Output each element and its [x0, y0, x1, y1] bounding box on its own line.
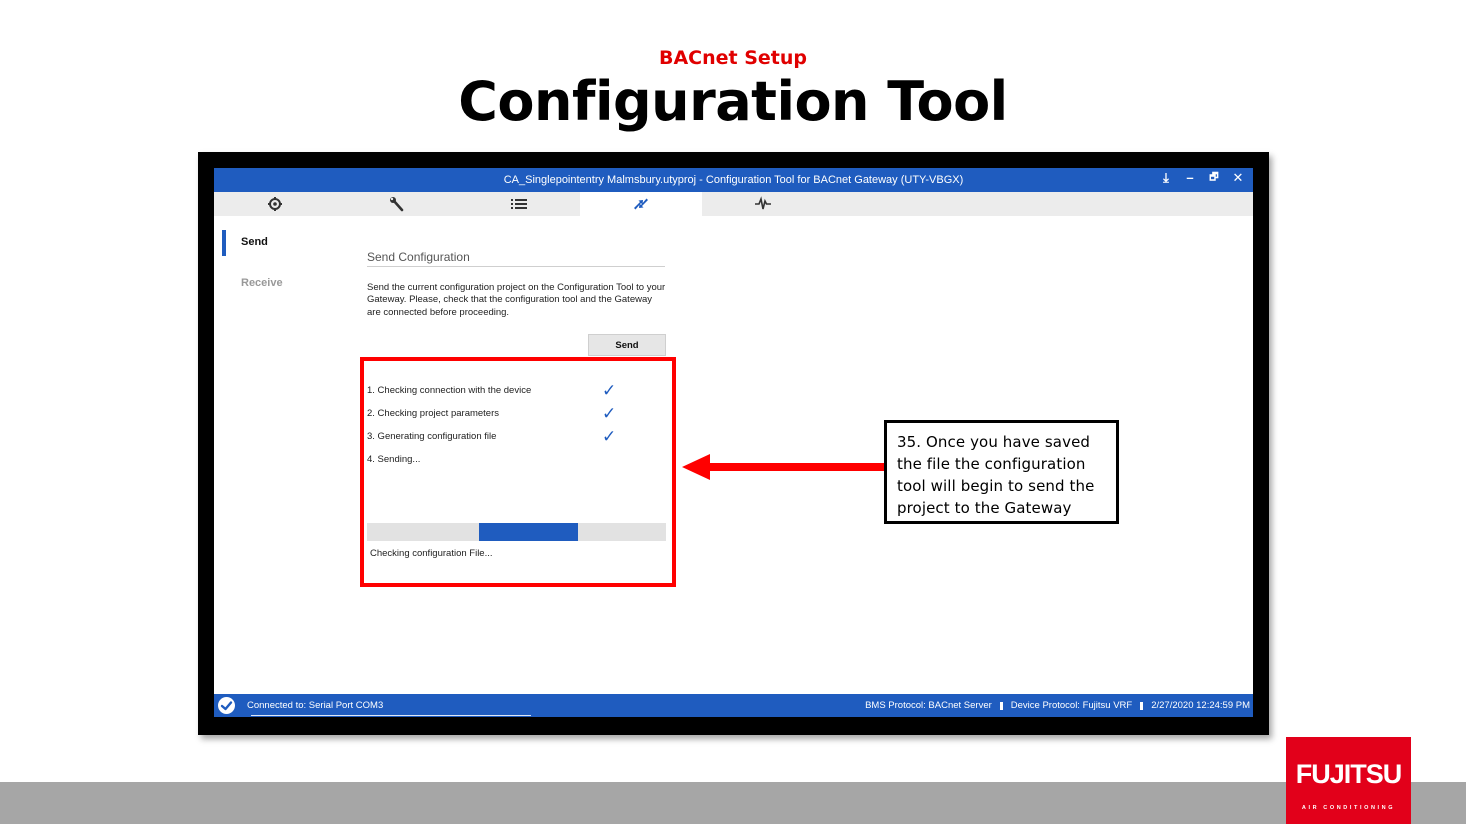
- close-button[interactable]: ✕: [1232, 170, 1244, 185]
- tab-list[interactable]: [458, 192, 580, 216]
- sidebar-item-send[interactable]: Send: [241, 236, 268, 248]
- device-protocol: Device Protocol: Fujitsu VRF: [1010, 700, 1133, 711]
- step-item: 1. Checking connection with the device: [367, 385, 532, 396]
- fujitsu-logo: [1286, 737, 1411, 824]
- connection-status: Connected to: Serial Port COM3: [247, 700, 384, 711]
- restore-button[interactable]: 🗗: [1209, 172, 1219, 183]
- checkmark-icon: ✓: [602, 404, 617, 423]
- status-right-group: [865, 700, 1250, 711]
- bms-protocol: BMS Protocol: BACnet Server: [865, 700, 992, 711]
- checkmark-icon: ✓: [602, 427, 617, 446]
- step-item: 2. Checking project parameters: [367, 408, 500, 419]
- sidebar-item-receive[interactable]: Receive: [241, 277, 283, 289]
- window-controls: [1159, 170, 1245, 187]
- highlight-box: [360, 357, 676, 587]
- gear-icon: [266, 196, 284, 212]
- sidebar-active-indicator: [222, 230, 226, 256]
- section-description: Send the current configuration project on the Configuration Tool to your Gateway. Please, check that the configuration tool and the Gateway are connected before proceeding.: [367, 282, 666, 318]
- window-title: CA_Singlepointentry Malmsbury.utyproj - Configuration Tool for BACnet Gateway (UTY-VBGX): [503, 174, 964, 186]
- status-underline: [251, 715, 531, 716]
- pulse-icon: [754, 196, 772, 212]
- logo-wordmark: FUJITSU: [1295, 759, 1402, 789]
- tab-bar: [214, 192, 1253, 216]
- tab-tools[interactable]: [336, 192, 458, 216]
- connected-check-icon: [218, 697, 235, 714]
- slide-title: Configuration Tool: [458, 70, 1008, 133]
- send-button[interactable]: Send: [588, 334, 666, 356]
- list-icon: [510, 196, 528, 212]
- tab-settings[interactable]: [214, 192, 336, 216]
- progress-status: Checking configuration File...: [370, 548, 493, 559]
- callout-box: 35. Once you have saved the file the configuration tool will begin to send the project to the Gateway: [884, 420, 1119, 524]
- footer-band: [0, 782, 1466, 824]
- section-title: Send Configuration: [367, 250, 470, 264]
- step-item: 4. Sending...: [367, 454, 421, 465]
- wrench-icon: [388, 196, 406, 212]
- pointer-arrow: [680, 450, 886, 484]
- logo-tagline: AIR CONDITIONING: [1301, 805, 1396, 811]
- slide-subtitle: BACnet Setup: [658, 47, 808, 69]
- transfer-icon: [632, 196, 650, 212]
- status-bar: [214, 694, 1253, 717]
- window-titlebar[interactable]: [214, 168, 1253, 192]
- checkmark-icon: ✓: [602, 381, 617, 400]
- tab-transfer[interactable]: [580, 192, 702, 216]
- minimize-button[interactable]: –: [1186, 170, 1194, 185]
- status-separator: [1140, 702, 1143, 710]
- download-icon[interactable]: ⤓: [1163, 170, 1169, 185]
- section-divider: [367, 266, 665, 267]
- step-item: 3. Generating configuration file: [367, 431, 497, 442]
- status-timestamp: 2/27/2020 12:24:59 PM: [1151, 700, 1250, 711]
- tab-diagnostics[interactable]: [702, 192, 824, 216]
- status-separator: [1000, 702, 1003, 710]
